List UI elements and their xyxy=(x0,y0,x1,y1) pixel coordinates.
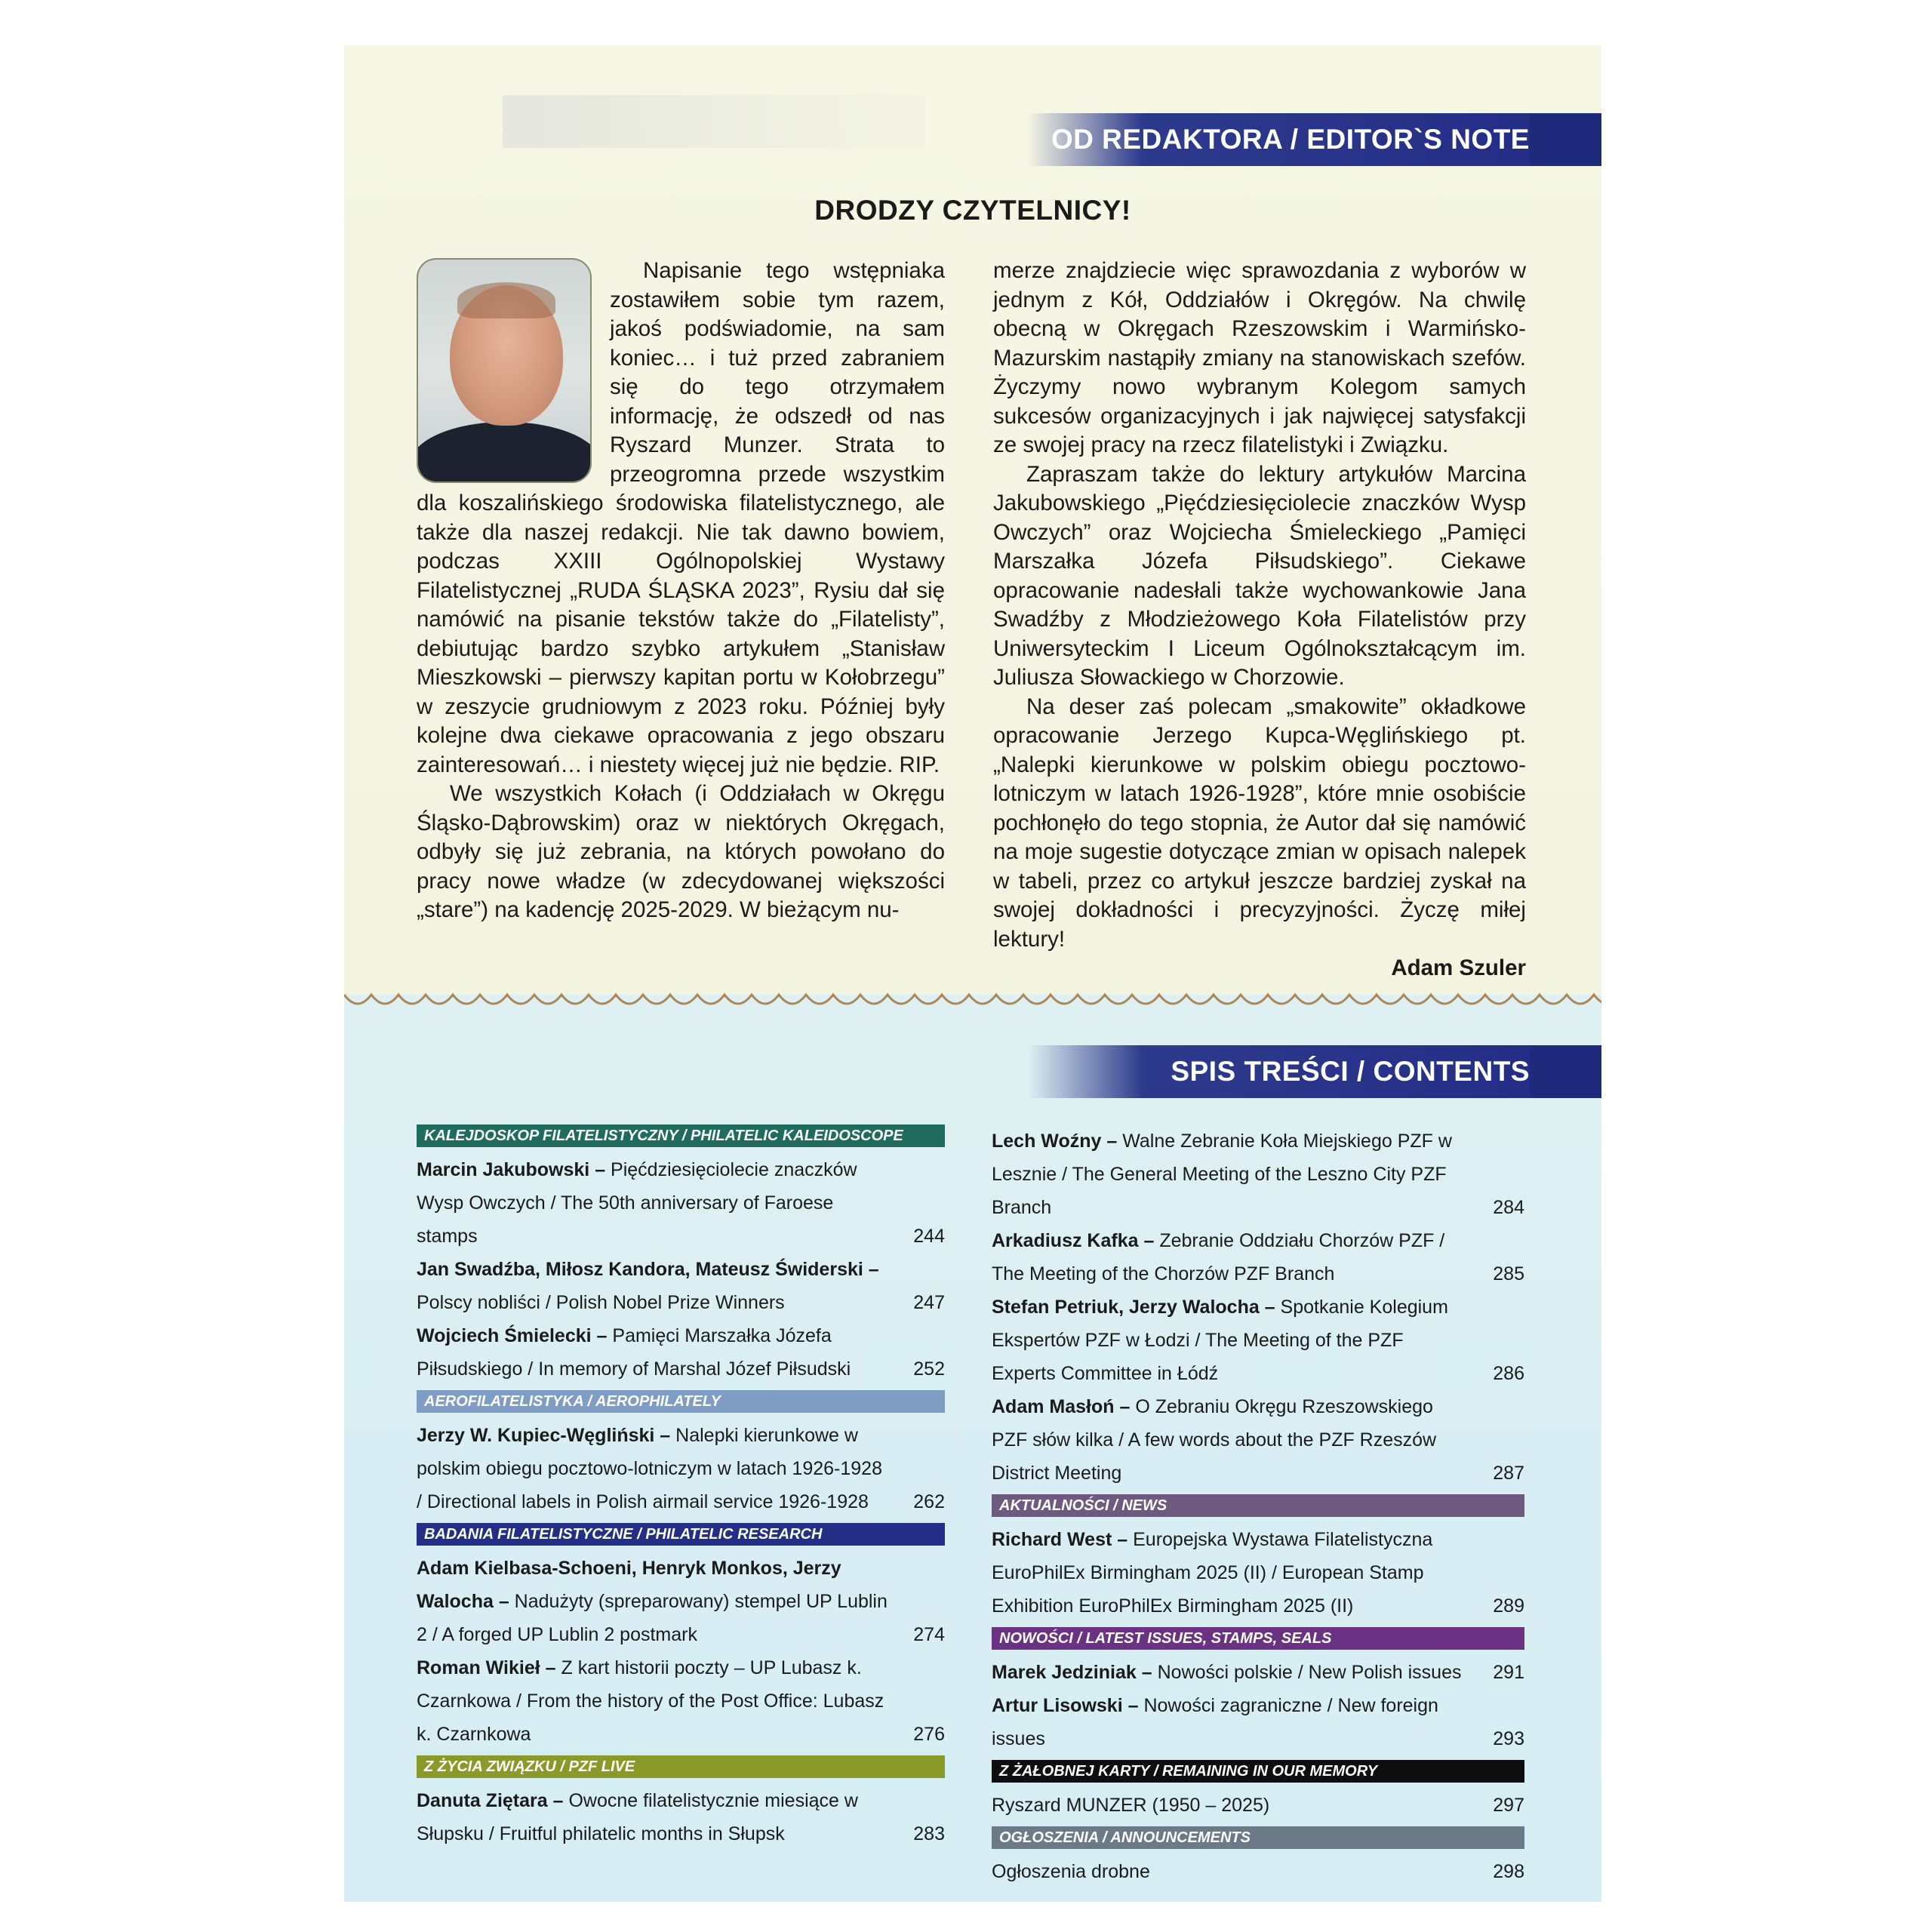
contents-entry[interactable] xyxy=(992,1656,1524,1689)
entry-title: Polscy nobliści / Polish Nobel Prize Winners xyxy=(417,1292,785,1313)
section-header: AEROFILATELISTYKA / AEROPHILATELY xyxy=(417,1390,945,1413)
editorial-paragraph: Zapraszam także do lektury artykułów Marcina Jakubowskiego „Pięćdziesięciolecie znaczków Wysp Owczych” oraz Wojciecha Śmieleckiego „Pamięci Marszałka Józefa Piłsudskiego”. Ciekawe opracowanie nadesłali także wychowankowie Jana Swadźby z Młodzieżowego Koła Filatelistów przy Uniwersyteckim I Liceum Ogólnokształcącym im. Juliusza Słowackiego w Chorzowie. xyxy=(993,461,1526,690)
contents-entry[interactable] xyxy=(992,1689,1524,1755)
entry-title: Europejska Wystawa Filatelistyczna EuroPhilEx Birmingham 2025 (II) / European Stamp Exhibition EuroPhilEx Birmingham 2025 (II) xyxy=(992,1529,1433,1617)
entry-page-number: 262 xyxy=(913,1491,945,1512)
contents-entry[interactable] xyxy=(992,1124,1524,1224)
entry-page-number: 298 xyxy=(1493,1861,1524,1882)
entry-author: Adam Kielbasa-Schoeni, Henryk Monkos, Jerzy Walocha – xyxy=(417,1558,841,1612)
section-spacer xyxy=(417,1850,945,1855)
entry-title: O Zebraniu Okręgu Rzeszowskiego PZF słów kilka / A few words about the PZF Rzeszów District Meeting xyxy=(992,1396,1437,1484)
entry-page-number: 297 xyxy=(1493,1795,1524,1816)
entry-page-number: 252 xyxy=(913,1358,945,1380)
entry-author: Jan Swadźba, Miłosz Kandora, Mateusz Świderski – xyxy=(417,1259,879,1280)
entry-page-number: 287 xyxy=(1493,1463,1524,1484)
entry-page-number: 274 xyxy=(913,1624,945,1645)
entry-page-number: 291 xyxy=(1493,1662,1524,1683)
entry-title: Nowości polskie / New Polish issues xyxy=(1157,1662,1462,1683)
stamp-perforation-edge xyxy=(344,990,1601,1013)
entry-page-number: 284 xyxy=(1493,1197,1524,1218)
section-header: NOWOŚCI / LATEST ISSUES, STAMPS, SEALS xyxy=(992,1627,1524,1650)
entry-page-number: 286 xyxy=(1493,1363,1524,1384)
entry-author: Stefan Petriuk, Jerzy Walocha – xyxy=(992,1297,1281,1318)
entry-author: Jerzy W. Kupiec-Węgliński – xyxy=(417,1425,676,1446)
entry-author: Marek Jedziniak – xyxy=(992,1662,1158,1683)
section-spacer xyxy=(992,1888,1524,1893)
contents-column-left xyxy=(417,1124,945,1855)
editorial-headline: DRODZY CZYTELNICY! xyxy=(814,195,1131,226)
contents-entry[interactable] xyxy=(417,1651,945,1751)
entry-title: Pięćdziesięciolecie znaczków Wysp Owczych / The 50th anniversary of Faroese stamps xyxy=(417,1159,857,1247)
entry-title: Nowości zagraniczne / New foreign issues xyxy=(992,1695,1438,1749)
contents-entry[interactable] xyxy=(417,1784,945,1850)
contents-entry[interactable] xyxy=(992,1855,1524,1888)
entry-author: Arkadiusz Kafka – xyxy=(992,1230,1160,1251)
faded-background-band xyxy=(503,95,925,148)
magazine-page xyxy=(344,45,1601,1902)
entry-author: Wojciech Śmielecki – xyxy=(417,1325,613,1346)
editorial-paragraph: Na deser zaś polecam „smakowite” okładkowe opracowanie Jerzego Kupca-Węglińskiego pt. „Nalepki kierunkowe w polskim obiegu pocztowo-lotniczym w latach 1926-1928”, które mnie osobiście pochłonęło do tego stopnia, że Autor dał się namówić na moje sugestie dotyczące zmian w opisach nalepek w tabeli, przez co artykuł jeszcze bardziej zyskał na swojej dokładności i precyzyjności. Życzę miłej lektury! xyxy=(993,694,1526,952)
entry-page-number: 293 xyxy=(1493,1728,1524,1749)
editorial-paragraph: merze znajdziecie więc sprawozdania z wyborów w jednym z Kół, Oddziałów i Okręgów. Na chwilę obecną w Okręgach Rzeszowskim i Warmińsko-Mazurskim nastąpiły zmiany na stanowiskach szefów. Życzymy nowo wybranym Kolegom samych sukcesów organizacyjnych i jak najwięcej satysfakcji ze swojej pracy na rzecz filatelistyki i Związku. xyxy=(993,258,1526,457)
contents-entry[interactable] xyxy=(992,1390,1524,1490)
editor-portrait xyxy=(417,258,592,483)
contents-entry[interactable] xyxy=(417,1419,945,1518)
section-header: Z ŻAŁOBNEJ KARTY / REMAINING IN OUR MEMORY xyxy=(992,1760,1524,1783)
contents-entry[interactable] xyxy=(417,1552,945,1651)
entry-page-number: 276 xyxy=(913,1724,945,1745)
entry-title: Spotkanie Kolegium Ekspertów PZF w Łodzi / The Meeting of the PZF Experts Committee in Łódź xyxy=(992,1297,1448,1384)
editorial-paragraph: Napisanie tego wstępniaka zostawiłem sobie tym razem, jakoś podświadomie, na sam koniec… i tuż przed zabraniem się do tego otrzymałem informację, że odszedł od nas Ryszard Munzer. Strata to przeogromna przede wszystkim dla koszalińskiego środowiska filatelistycznego, ale także dla naszej redakcji. Nie tak dawno bowiem, podczas XXIII Ogólnopolskiej Wystawy Filatelistycznej „RUDA ŚLĄSKA 2023”, Rysiu dał się namówić na pisanie tekstów także do „Filatelisty”, debiutując bardzo szybko artykułem „Stanisław Mieszkowski – pierwszy kapitan portu w Kołobrzegu” w zeszycie grudniowym z 2023 roku. Później były kolejne dwa ciekawe opracowania z jego obszaru zainteresowań… i niestety więcej już nie będzie. RIP. xyxy=(417,258,945,777)
portrait-shoulders xyxy=(417,422,592,483)
entry-author: Richard West – xyxy=(992,1529,1134,1550)
portrait-hair xyxy=(457,282,555,318)
entry-title: Owocne filatelistycznie miesiące w Słupsku / Fruitful philatelic months in Słupsk xyxy=(417,1790,858,1844)
contents-entry[interactable] xyxy=(417,1153,945,1253)
section-header: KALEJDOSKOP FILATELISTYCZNY / PHILATELIC KALEIDOSCOPE xyxy=(417,1124,945,1147)
editors-note-title: OD REDAKTORA / EDITOR`S NOTE xyxy=(1051,124,1530,155)
entry-title: Zebranie Oddziału Chorzów PZF / The Meeting of the Chorzów PZF Branch xyxy=(992,1230,1445,1284)
editorial-column-left xyxy=(417,257,945,925)
editor-signature: Adam Szuler xyxy=(1391,955,1526,980)
contents-entry[interactable] xyxy=(992,1291,1524,1390)
editors-note-banner xyxy=(1028,113,1601,166)
entry-author: Marcin Jakubowski – xyxy=(417,1159,611,1180)
contents-entry[interactable] xyxy=(992,1523,1524,1623)
entry-title: Z kart historii poczty – UP Lubasz k. Czarnkowa / From the history of the Post Office: Lubasz k. Czarnkowa xyxy=(417,1657,884,1745)
entry-author: Roman Wikieł – xyxy=(417,1657,561,1678)
entry-title: Ogłoszenia drobne xyxy=(992,1861,1150,1882)
entry-author: Adam Masłoń – xyxy=(992,1396,1136,1417)
contents-entry[interactable] xyxy=(417,1319,945,1386)
entry-title: Nalepki kierunkowe w polskim obiegu pocztowo-lotniczym w latach 1926-1928 / Directional labels in Polish airmail service 1926-1928 xyxy=(417,1425,882,1512)
entry-page-number: 247 xyxy=(913,1292,945,1313)
entry-author: Artur Lisowski – xyxy=(992,1695,1144,1716)
entry-title: Walne Zebranie Koła Miejskiego PZF w Lesznie / The General Meeting of the Leszno City PZF Branch xyxy=(992,1131,1452,1218)
entry-page-number: 285 xyxy=(1493,1263,1524,1284)
contents-banner xyxy=(1028,1045,1601,1098)
banner-end-bar xyxy=(1530,1045,1601,1098)
editorial-paragraph: We wszystkich Kołach (i Oddziałach w Okręgu Śląsko-Dąbrowskim) oraz w niektórych Okręgach, odbyły się już zebrania, na których powołano do pracy nowe władze (w zdecydowanej większości „stare”) na kadencję 2025-2029. W bieżącym nu- xyxy=(417,781,945,922)
contents-entry[interactable] xyxy=(992,1224,1524,1291)
entry-title: Ryszard MUNZER (1950 – 2025) xyxy=(992,1795,1270,1816)
section-header: BADANIA FILATELISTYCZNE / PHILATELIC RESEARCH xyxy=(417,1523,945,1546)
entry-author: Danuta Ziętara – xyxy=(417,1790,569,1811)
editorial-column-right xyxy=(993,257,1526,983)
entry-title: Pamięci Marszałka Józefa Piłsudskiego / In memory of Marshal Józef Piłsudski xyxy=(417,1325,851,1380)
contents-entry[interactable] xyxy=(417,1253,945,1319)
contents-column-right xyxy=(992,1124,1524,1893)
banner-end-bar xyxy=(1530,113,1601,166)
entry-title: Nadużyty (spreparowany) stempel UP Lublin 2 / A forged UP Lublin 2 postmark xyxy=(417,1591,888,1645)
entry-page-number: 289 xyxy=(1493,1595,1524,1617)
entry-author: Lech Woźny – xyxy=(992,1131,1123,1152)
entry-page-number: 244 xyxy=(913,1226,945,1247)
contents-entry[interactable] xyxy=(992,1789,1524,1822)
entry-page-number: 283 xyxy=(913,1823,945,1844)
section-header: AKTUALNOŚCI / NEWS xyxy=(992,1494,1524,1517)
section-header: OGŁOSZENIA / ANNOUNCEMENTS xyxy=(992,1826,1524,1849)
contents-title: SPIS TREŚCI / CONTENTS xyxy=(1171,1056,1530,1087)
section-header: Z ŻYCIA ZWIĄZKU / PZF LIVE xyxy=(417,1755,945,1778)
